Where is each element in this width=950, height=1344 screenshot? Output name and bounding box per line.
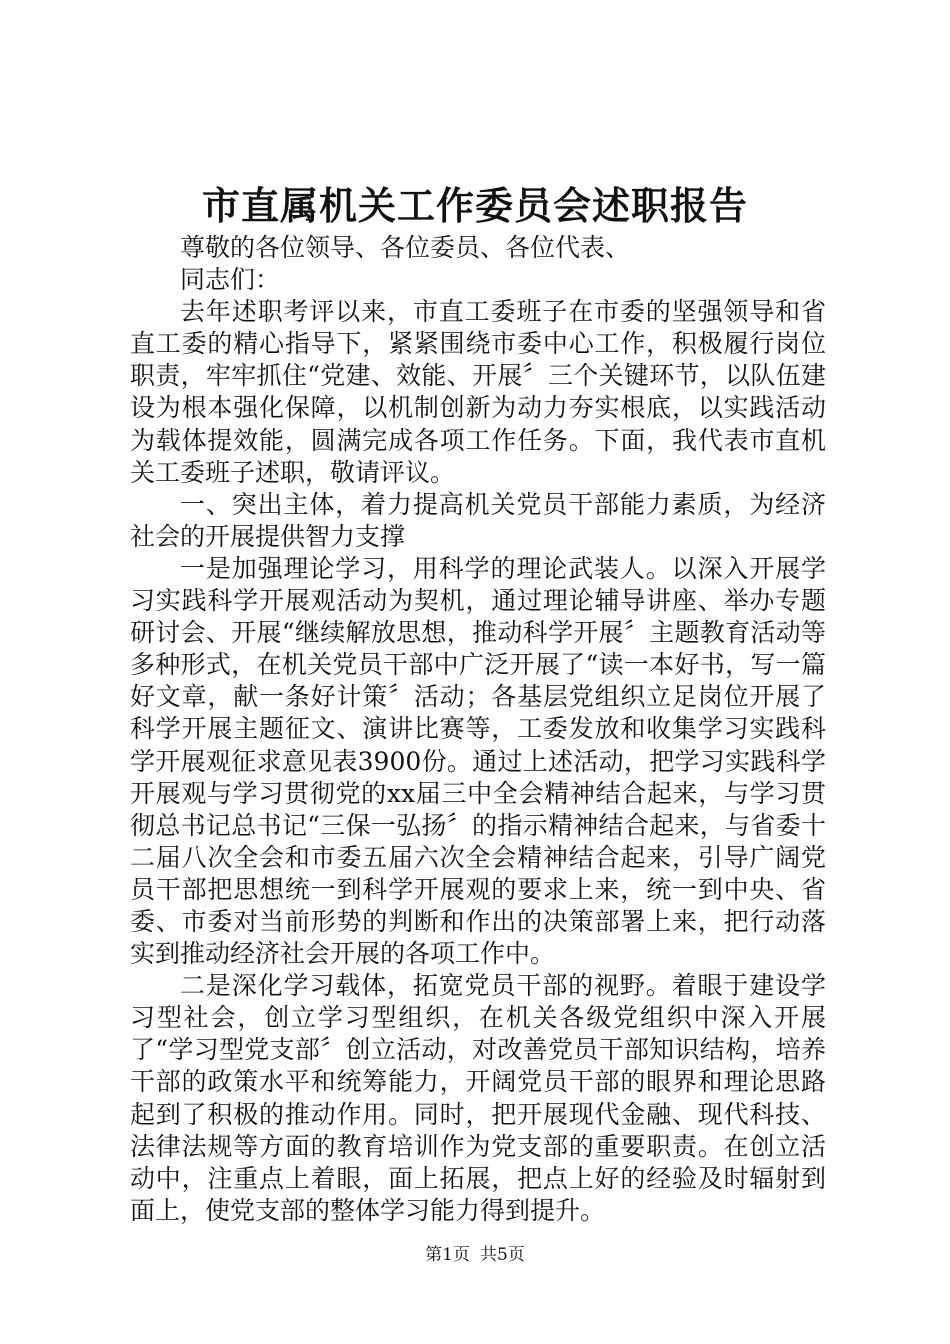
page-footer bbox=[0, 1243, 950, 1267]
document-body bbox=[130, 232, 826, 1227]
salutation-line: 尊敬的各位领导、各位委员、各位代表、 bbox=[180, 233, 631, 262]
body-paragraph: 二是深化学习载体，拓宽党员干部的视野。着眼于建设学习型社会，创立学习型组织，在机关各级党组织中深入开展了“学习型党支部〞创立活动，对改善党员干部知识结构，培养干部的政策水平和统筹能力，开阔党员干部的眼界和理论思路起到了积极的推动作用。同时，把开展现代金融、现代科技、法律法规等方面的教育培训作为党支部的重要职责。在创立活动中，注重点上着眼，面上拓展，把点上好的经验及时辐射到面上，使党支部的整体学习能力得到提升。 bbox=[130, 971, 826, 1225]
body-paragraph: 一是加强理论学习，用科学的理论武装人。以深入开展学习实践科学开展观活动为契机，通过理论辅导讲座、举办专题研讨会、开展“继续解放思想，推动科学开展〞主题教育活动等多种形式，在机关党员干部中广泛开展了“读一本好书，写一篇好文章，献一条好计策〞活动；各基层党组织立足岗位开展了科学开展主题征文、演讲比赛等，工委发放和收集学习实践科学开展观征求意见表3900份。通过上述活动，把学习实践科学开展观与学习贯彻党的xx届三中全会精神结合起来，与学习贯彻总书记总书记“三保一弘扬〞的指示精神结合起来，与省委十二届八次全会和市委五届六次全会精神结合起来，引导广阔党员干部把思想统一到科学开展观的要求上来，统一到中央、省委、市委对当前形势的判断和作出的决策部署上来，把行动落实到推动经济社会开展的各项工作中。 bbox=[130, 553, 826, 969]
page-total: 共5页 bbox=[480, 1245, 525, 1265]
document-title: 市直属机关工作委员会述职报告 bbox=[201, 183, 748, 228]
salutation-line: 同志们： bbox=[180, 265, 281, 295]
page-number: 第1页 bbox=[425, 1245, 470, 1265]
section-heading: 一、突出主体，着力提高机关党员干部能力素质，为经济社会的开展提供智力支撑 bbox=[130, 489, 826, 551]
body-paragraph: 去年述职考评以来，市直工委班子在市委的坚强领导和省直工委的精心指导下，紧紧围绕市委中心工作，积极履行岗位职责，牢牢抓住“党建、效能、开展〞三个关键环节，以队伍建设为根本强化保障，以机制创新为动力夯实根底，以实践活动为载体提效能，圆满完成各项工作任务。下面，我代表市直机关工委班子述职，敬请评议。 bbox=[130, 297, 826, 487]
